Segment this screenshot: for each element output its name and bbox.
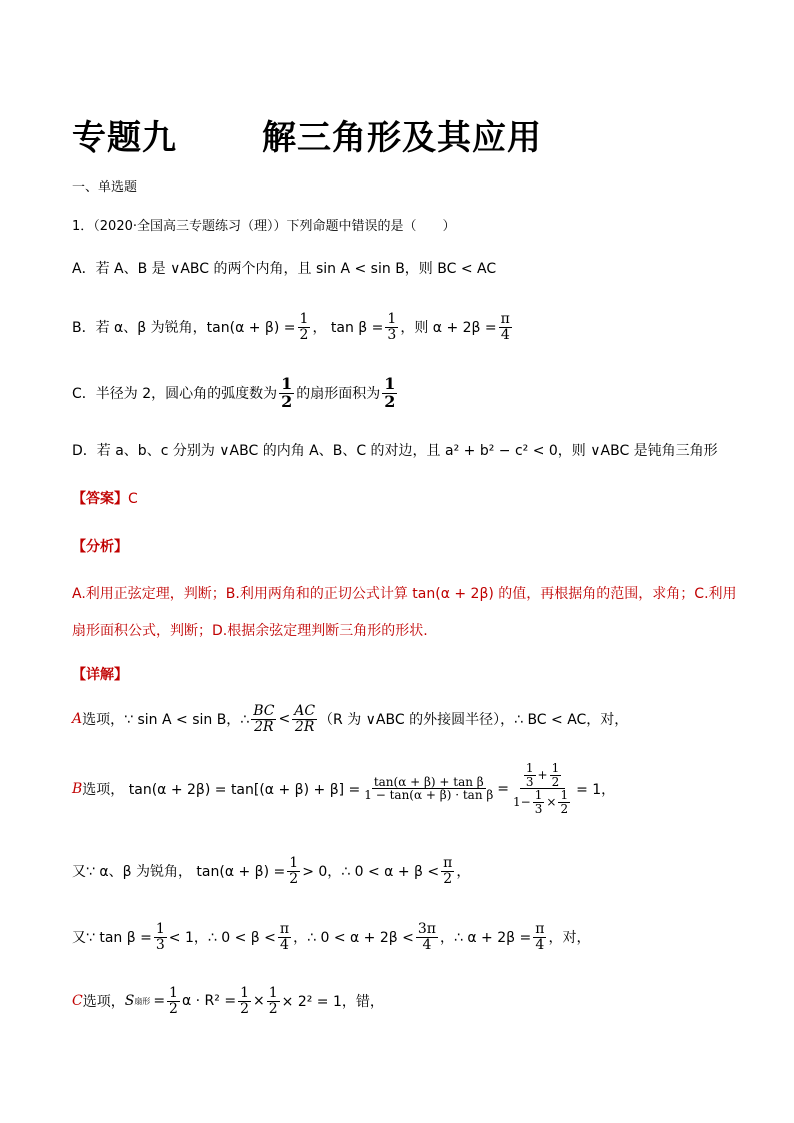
numerator: π: [279, 921, 290, 937]
numerator: AC: [294, 703, 316, 719]
detail-text: 又∵ α、β 为锐角， tan(α + β) =: [72, 864, 286, 881]
option-c: [72, 376, 399, 411]
fraction: [279, 376, 294, 411]
numerator: 1: [299, 311, 309, 327]
option-b-mid2: ，则 α + 2β =: [400, 320, 497, 337]
less-than: <: [278, 711, 291, 728]
denominator: 4: [500, 326, 510, 343]
detail-text: 又∵ tan β =: [72, 930, 152, 947]
fraction: $\frac{1}{3}$: [534, 788, 543, 816]
denominator: 2: [443, 870, 453, 887]
denominator: 2R: [254, 718, 274, 735]
denominator: 2: [289, 870, 299, 887]
fraction: [154, 922, 167, 952]
detail-text: × 2² = 1，错，: [281, 994, 384, 1011]
denominator: 2: [240, 1000, 249, 1017]
option-c-mid: 的扇形面积为: [296, 386, 381, 403]
fraction: [298, 312, 311, 342]
option-label: C: [72, 993, 83, 1010]
denominator: 2: [268, 1000, 278, 1017]
fraction: [499, 312, 512, 342]
numerator: 1: [387, 311, 397, 327]
fraction: [238, 986, 251, 1016]
denominator: 2: [299, 326, 309, 343]
fraction: $\frac{1}{2}$: [551, 761, 560, 789]
fraction: [362, 776, 495, 802]
denominator: 2R: [294, 718, 315, 735]
numerator: tan(α + β) + tan β: [373, 774, 484, 789]
option-d: D．若 a、b、c 分别为 ∨ABC 的内角 A、B、C 的对边，且 a² + b² − c² < 0，则 ∨ABC 是钝角三角形: [72, 443, 718, 459]
option-b-mid: ， tan β =: [312, 320, 384, 337]
numerator: 1: [289, 855, 299, 871]
detail-line-a: [72, 704, 628, 734]
fraction: [441, 856, 454, 886]
denominator: 2: [281, 391, 293, 411]
fraction: [267, 986, 280, 1016]
analysis-line-1: A.利用正弦定理，判断；B.利用两角和的正切公式计算 tan(α + 2β) 的值，再根据角的范围，求角；C.利用: [72, 586, 737, 602]
numerator: π: [443, 855, 453, 871]
times: ×: [253, 993, 265, 1010]
answer-row: [72, 488, 138, 508]
denominator: 2: [169, 1000, 178, 1017]
answer-tag: 【答案】: [72, 491, 128, 507]
fraction: $\frac{1}{3}$: [525, 761, 534, 789]
option-c-prefix: C．半径为 2，圆心角的弧度数为: [72, 386, 278, 403]
option-a: A．若 A、B 是 ∨ABC 的两个内角，且 sin A < sin B，则 BC < AC: [72, 261, 497, 277]
option-b: [72, 312, 514, 342]
denominator: 3: [155, 936, 165, 953]
page-title-topic: 专题九: [72, 118, 177, 158]
area-subscript: 扇形: [134, 996, 151, 1006]
detail-text: （R 为 ∨ABC 的外接圆半径），∴ BC < AC，对，: [319, 712, 629, 729]
fraction: [382, 376, 397, 411]
numerator: BC: [253, 703, 275, 719]
analysis-line-2: 扇形面积公式，判断；D.根据余弦定理判断三角形的形状.: [72, 623, 428, 639]
fraction: [385, 312, 398, 342]
detail-text: α · R² =: [181, 993, 237, 1010]
numerator: π: [535, 921, 545, 937]
denominator: 4: [535, 936, 545, 953]
detail-text: 选项， tan(α + 2β) = tan[(α + β) + β] =: [82, 781, 361, 798]
detail-text: = 1，: [576, 781, 616, 798]
detail-text: < 1，∴ 0 < β <: [168, 930, 276, 947]
denominator: 1 − tan(α + β) · tan β: [364, 788, 494, 803]
option-label: A: [72, 711, 83, 728]
detail-text: 选项，: [82, 994, 125, 1011]
fraction: $\frac{1}{2}$: [560, 788, 569, 816]
section-heading: 一、单选题: [72, 180, 138, 195]
answer-value: C: [128, 491, 138, 507]
fraction: [167, 986, 180, 1016]
denominator: 2: [384, 391, 396, 411]
compound-denominator: 1− $\frac{1}{3}$ × $\frac{1}{2}$: [513, 788, 569, 816]
detail-text: > 0，∴ 0 < α + β <: [302, 864, 440, 881]
fraction: [416, 922, 438, 952]
denominator: 4: [280, 936, 289, 953]
option-b-prefix: B．若 α、β 为锐角，tan(α + β) =: [72, 320, 296, 337]
detail-line-3: [72, 856, 470, 886]
numerator: π: [500, 311, 510, 327]
page-title-name: 解三角形及其应用: [262, 118, 542, 158]
fraction: [251, 704, 276, 734]
fraction: [292, 704, 317, 734]
detail-text: ，∴ α + 2β =: [440, 930, 532, 947]
numerator: 1: [384, 374, 396, 393]
detail-text: ，对，: [548, 930, 591, 947]
numerator: 1: [155, 921, 165, 937]
fraction: [278, 922, 291, 952]
compound-fraction: [511, 762, 574, 815]
numerator: 3π: [417, 921, 436, 937]
detail-text: 选项，∵ sin A < sin B，∴: [82, 712, 250, 729]
detail-text: ，∴ 0 < α + 2β <: [293, 930, 414, 947]
numerator: 1: [268, 985, 278, 1001]
equals: =: [153, 993, 166, 1010]
denominator: 3: [387, 326, 397, 343]
detail-line-b: [72, 762, 615, 815]
fraction: [533, 922, 546, 952]
numerator: 1: [169, 985, 178, 1001]
fraction: [287, 856, 300, 886]
question-stem: 1．（2020·全国高三专题练习（理））下列命题中错误的是（ ）: [72, 219, 456, 234]
area-symbol: S: [124, 993, 135, 1010]
detail-line-4: [72, 922, 590, 952]
detail-tag: 【详解】: [72, 667, 128, 683]
equals: =: [497, 780, 510, 797]
compound-numerator: $\frac{1}{3}$ + $\frac{1}{2}$: [520, 762, 565, 789]
denominator: 4: [422, 936, 432, 953]
detail-text: ，: [456, 864, 471, 881]
analysis-tag: 【分析】: [72, 539, 128, 555]
numerator: 1: [240, 985, 249, 1001]
numerator: 1: [281, 374, 293, 393]
detail-line-c: [72, 986, 384, 1016]
option-label: B: [72, 780, 83, 797]
